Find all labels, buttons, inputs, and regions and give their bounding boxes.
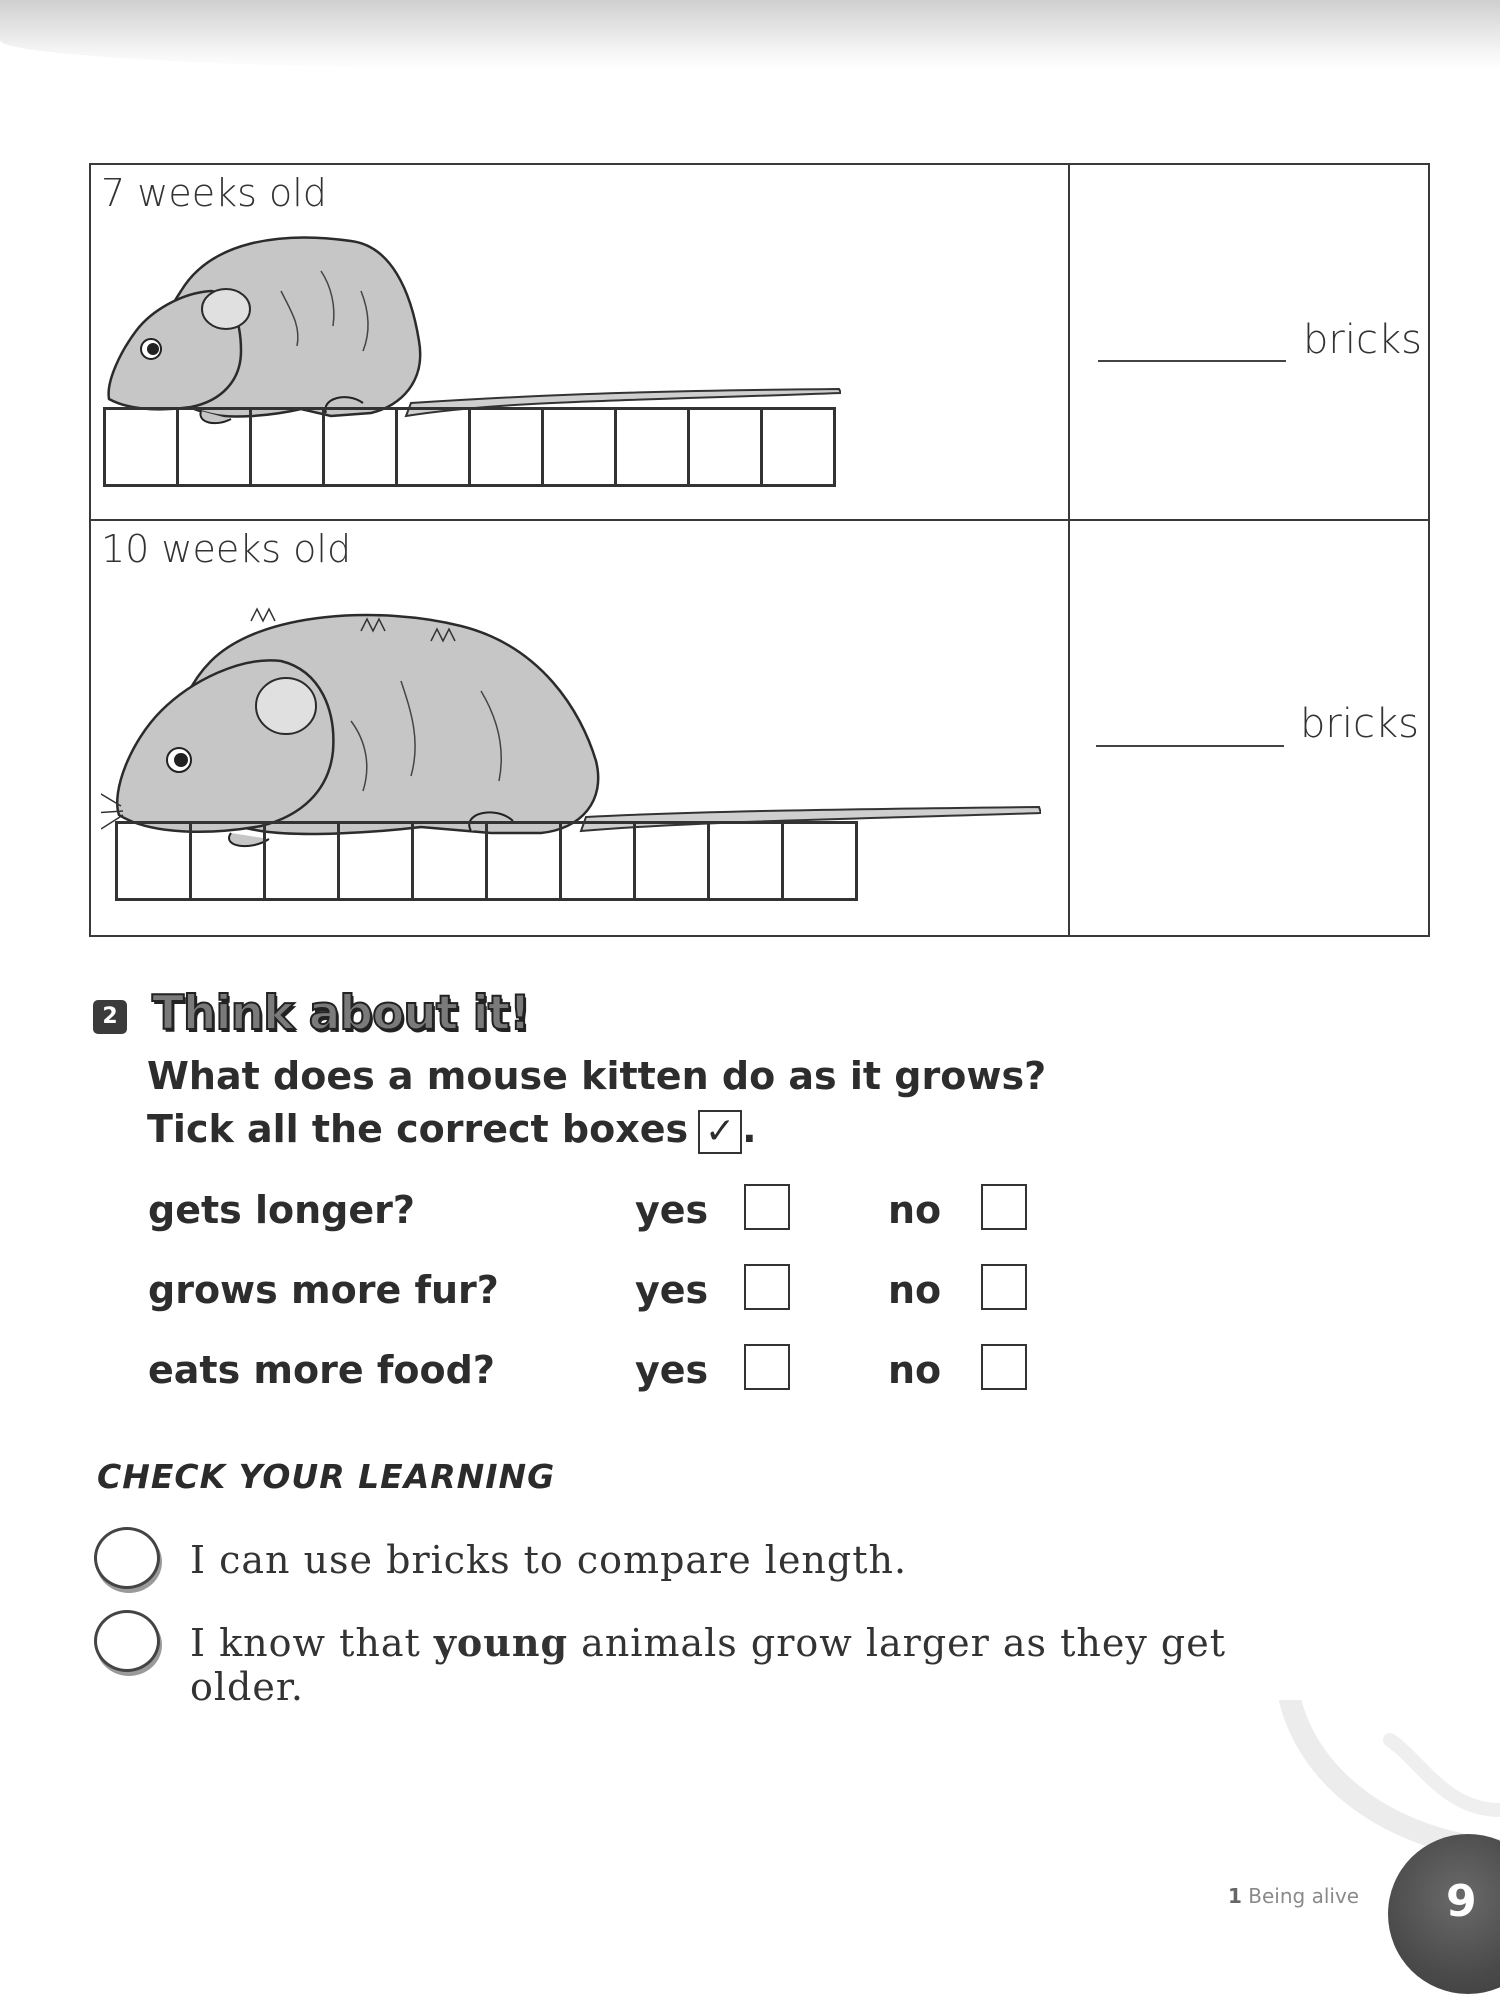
self-check-circle[interactable] <box>94 1527 160 1589</box>
tick-example-icon: ✓ <box>698 1110 742 1154</box>
chapter-number: 1 <box>1228 1884 1242 1908</box>
older-mouse-illustration <box>101 601 1041 851</box>
brick <box>340 824 414 898</box>
page-number: 9 <box>1446 1876 1477 1927</box>
option-label: grows more fur? <box>148 1268 499 1312</box>
mouse-measurement-table <box>89 163 1430 937</box>
question-text: What does a mouse kitten do as it grows? <box>147 1054 1047 1098</box>
yes-label: yes <box>635 1348 709 1392</box>
brick <box>544 410 617 484</box>
bricks-label: bricks <box>1300 701 1419 747</box>
no-label: no <box>888 1268 942 1312</box>
brick <box>106 410 179 484</box>
option-row <box>0 1184 1100 1244</box>
question-instruction <box>147 1107 757 1154</box>
brick <box>636 824 710 898</box>
no-checkbox[interactable] <box>981 1264 1027 1310</box>
chapter-title: Being alive <box>1248 1884 1360 1908</box>
brick <box>266 824 340 898</box>
question-number-badge: 2 <box>93 1000 127 1034</box>
learning-item <box>94 1527 1344 1597</box>
brick-ruler <box>115 821 858 901</box>
brick <box>562 824 636 898</box>
yes-checkbox[interactable] <box>744 1344 790 1390</box>
yes-label: yes <box>635 1188 709 1232</box>
table-row-7-weeks <box>91 165 1428 521</box>
check-learning-heading: CHECK YOUR LEARNING <box>97 1457 556 1496</box>
option-row <box>0 1344 1100 1404</box>
age-label: 7 weeks old <box>101 171 327 215</box>
brick <box>690 410 763 484</box>
bricks-label: bricks <box>1303 317 1422 363</box>
option-row <box>0 1264 1100 1324</box>
brick <box>325 410 398 484</box>
no-label: no <box>888 1348 942 1392</box>
no-label: no <box>888 1188 942 1232</box>
brick <box>471 410 544 484</box>
learning-text: I know that young animals grow larger as they get older. <box>190 1620 1226 1709</box>
chapter-footer <box>1228 1884 1359 1908</box>
brick <box>118 824 192 898</box>
instruction-text: Tick all the correct boxes <box>147 1107 689 1151</box>
no-checkbox[interactable] <box>981 1344 1027 1390</box>
answer-blank[interactable] <box>1098 360 1286 362</box>
answer-blank[interactable] <box>1096 745 1284 747</box>
brick <box>398 410 471 484</box>
brick-ruler <box>103 407 836 487</box>
brick <box>617 410 690 484</box>
brick <box>414 824 488 898</box>
instruction-end: . <box>742 1107 757 1151</box>
brick <box>763 410 836 484</box>
yes-checkbox[interactable] <box>744 1264 790 1310</box>
brick <box>710 824 784 898</box>
section-title: Think about it! <box>152 986 530 1041</box>
yes-label: yes <box>635 1268 709 1312</box>
mouse-picture-cell <box>91 165 1070 519</box>
option-label: gets longer? <box>148 1188 415 1232</box>
brick <box>192 824 266 898</box>
brick <box>488 824 562 898</box>
table-row-10-weeks <box>91 521 1428 935</box>
no-checkbox[interactable] <box>981 1184 1027 1230</box>
age-label: 10 weeks old <box>101 527 352 571</box>
answer-cell <box>1070 165 1428 519</box>
option-label: eats more food? <box>148 1348 495 1392</box>
brick <box>784 824 858 898</box>
self-check-circle[interactable] <box>94 1610 160 1672</box>
young-mouse-illustration <box>101 231 841 431</box>
learning-item <box>94 1610 1344 1709</box>
brick <box>252 410 325 484</box>
learning-text: I can use bricks to compare length. <box>190 1538 908 1582</box>
brick <box>179 410 252 484</box>
answer-cell <box>1070 521 1428 935</box>
scan-shadow <box>0 0 1500 70</box>
mouse-picture-cell <box>91 521 1070 935</box>
yes-checkbox[interactable] <box>744 1184 790 1230</box>
question-prompt <box>147 1054 1046 1098</box>
